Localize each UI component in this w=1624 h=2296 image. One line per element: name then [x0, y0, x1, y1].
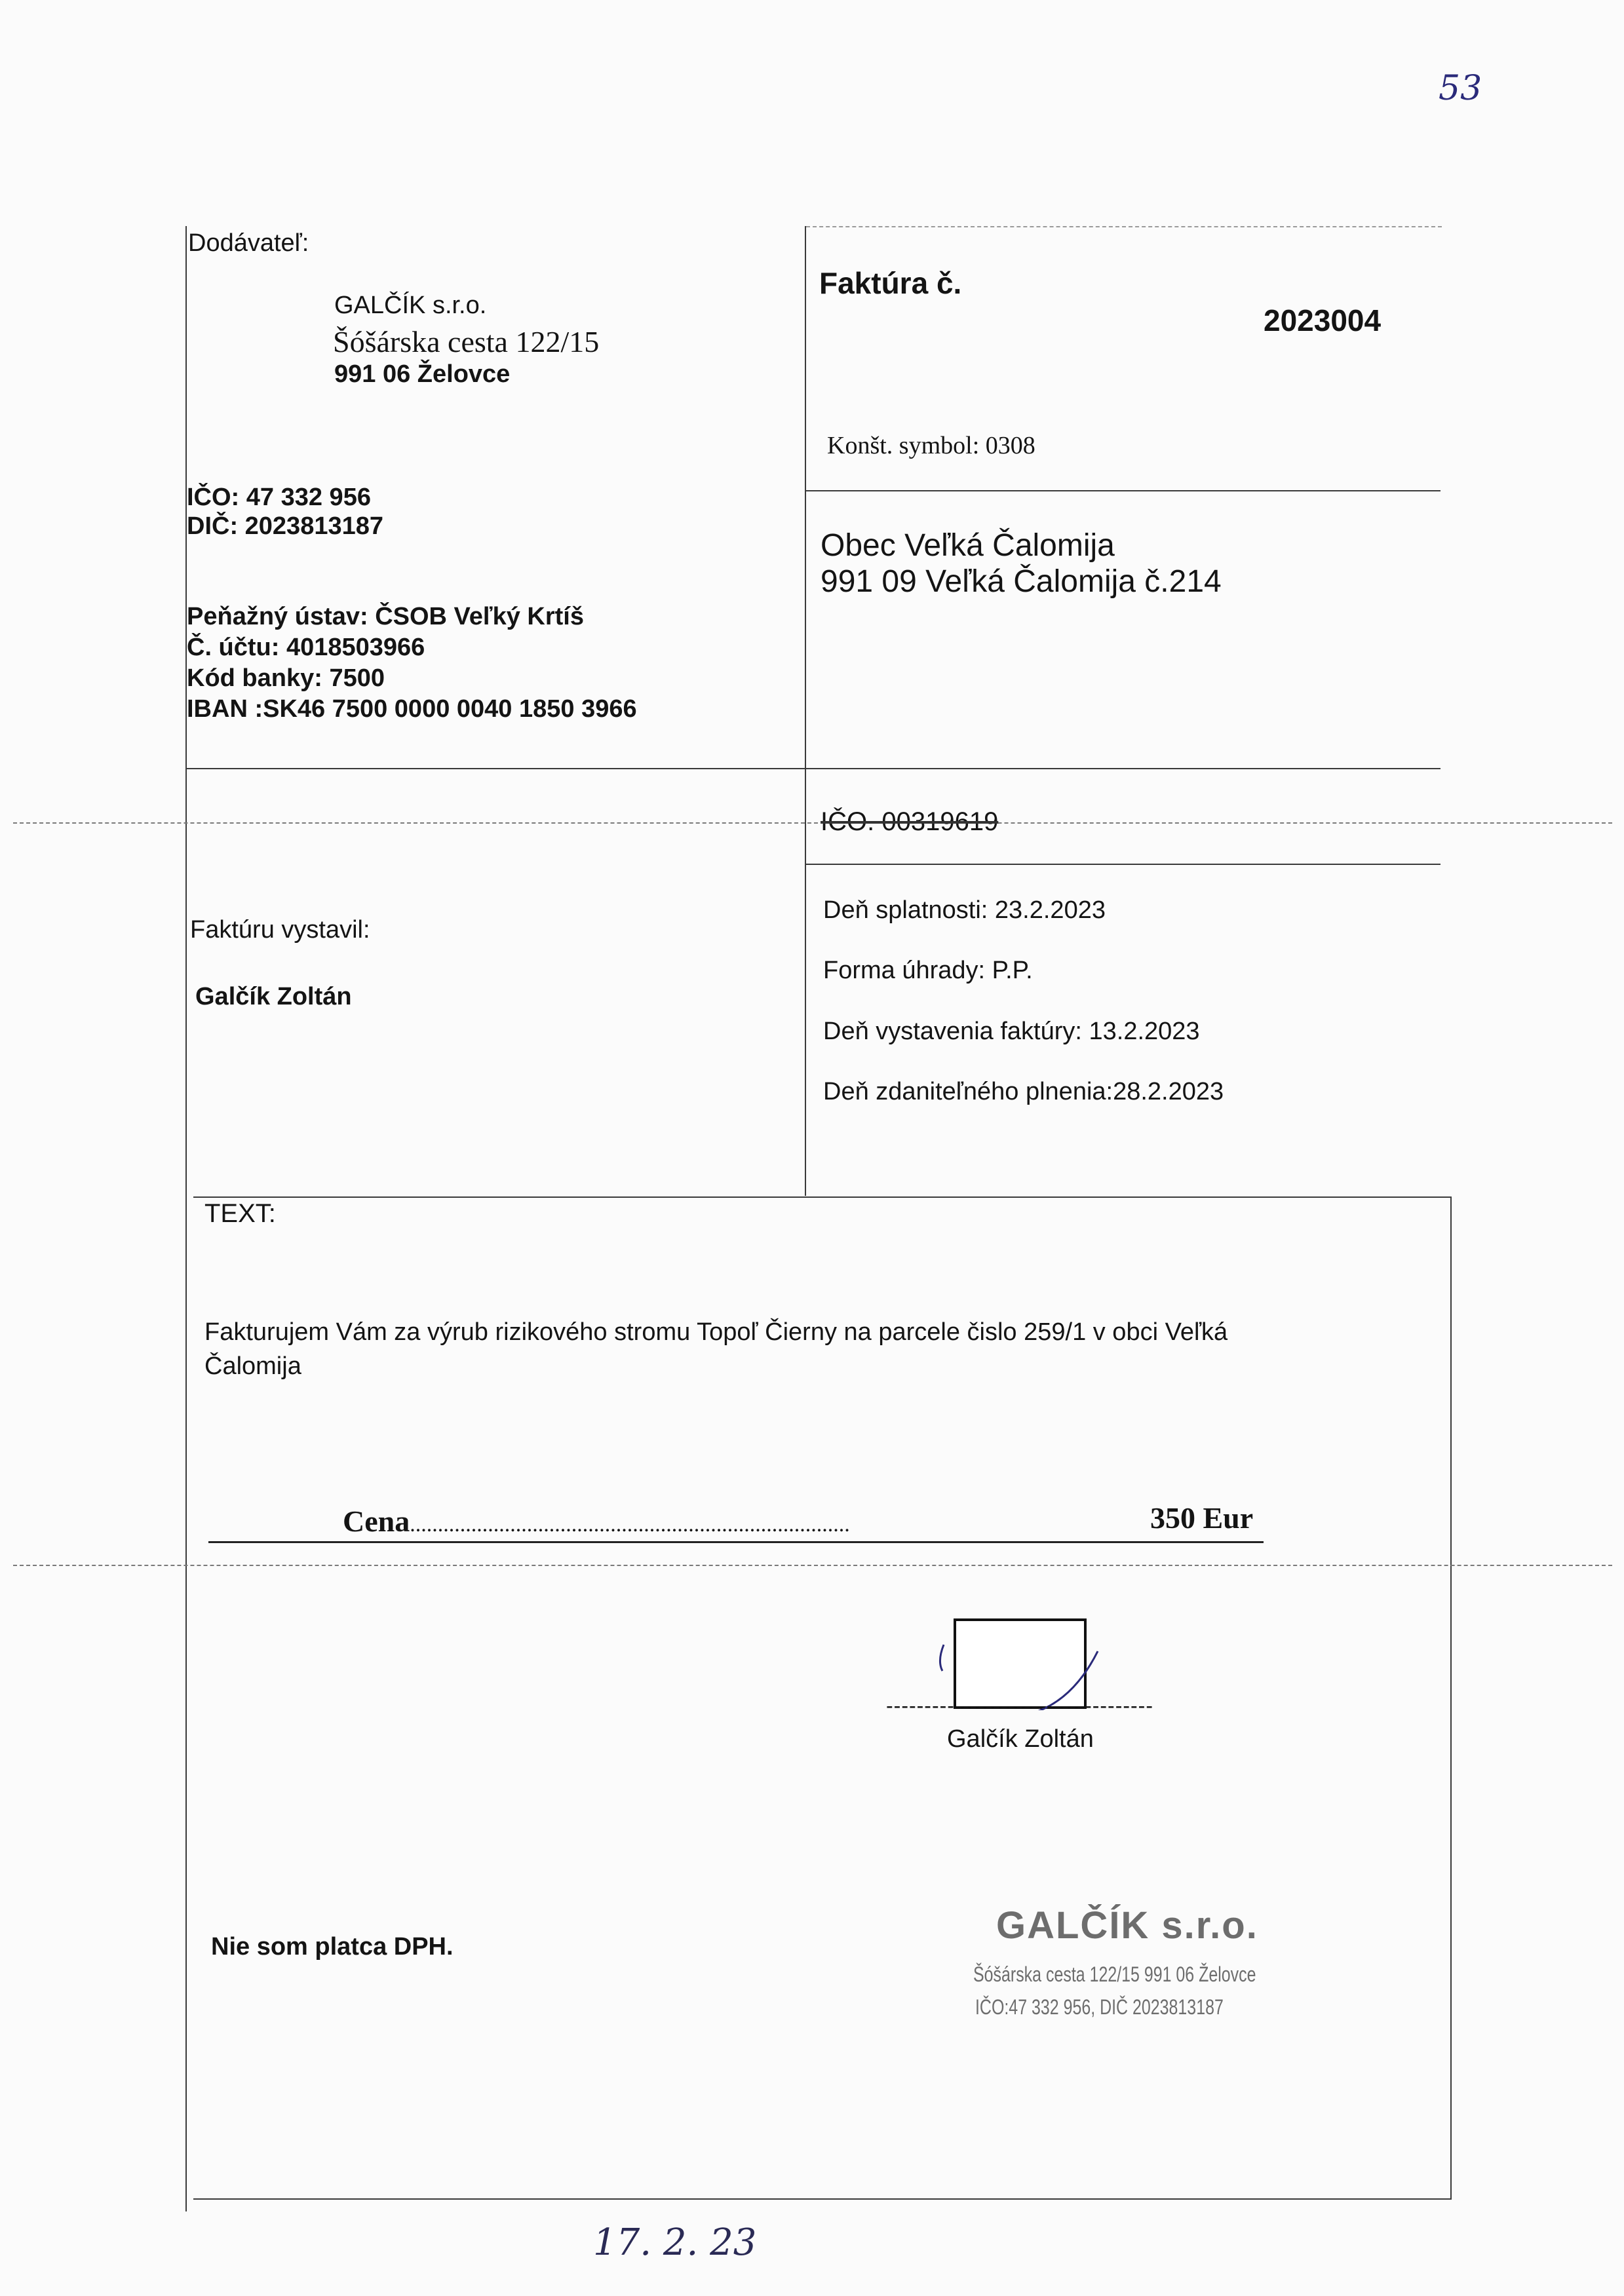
text-box-right: [1450, 1196, 1452, 2199]
const-symbol-rule: [805, 490, 1440, 491]
account-number: Č. účtu: 4018503966: [187, 634, 425, 661]
taxable-date: Deň zdaniteľného plnenia:28.2.2023: [823, 1078, 1224, 1105]
payment-form: Forma úhrady: P.P.: [823, 957, 1033, 984]
const-symbol: Konšt. symbol: 0308: [827, 432, 1035, 459]
stamp-name: GALČÍK s.r.o.: [996, 1904, 1258, 1947]
invoice-number: 2023004: [1264, 303, 1382, 337]
supplier-city: 991 06 Želovce: [334, 360, 511, 388]
fold-line-lower: [13, 1565, 1612, 1566]
issue-date: Deň vystavenia faktúry: 13.2.2023: [823, 1018, 1200, 1045]
price-dots: ...............................................................................: [410, 1512, 850, 1537]
vat-note: Nie som platca DPH.: [211, 1933, 454, 1961]
bank-name: Peňažný ústav: ČSOB Veľký Krtíš: [187, 603, 584, 630]
bank-code: Kód banky: 7500: [187, 664, 385, 692]
fold-line-upper: [13, 822, 1612, 824]
issuer-label: Faktúru vystavil:: [190, 916, 370, 944]
iban: IBAN :SK46 7500 0000 0040 1850 3966: [187, 695, 637, 723]
supplier-label: Dodávateľ:: [188, 229, 309, 257]
signature-name: Galčík Zoltán: [947, 1725, 1094, 1753]
customer-address: 991 09 Veľká Čalomija č.214: [821, 564, 1222, 599]
customer-ico: IČO. 00319619: [821, 807, 999, 836]
signature-line: -----------------------------------: [886, 1694, 1153, 1717]
issuer-name: Galčík Zoltán: [195, 983, 352, 1010]
supplier-street: Šóšárska cesta 122/15: [333, 325, 600, 358]
header-bottom-rule: [185, 768, 1440, 769]
bottom-border: [193, 2198, 1452, 2200]
top-border: [806, 226, 1442, 227]
supplier-ico: IČO: 47 332 956: [187, 484, 371, 511]
company-stamp: [957, 1904, 1324, 2035]
handwritten-date: 17. 2. 23: [593, 2221, 757, 2264]
price-row: [208, 1504, 1264, 1543]
text-label: TEXT:: [204, 1199, 276, 1228]
price-label: Cena: [343, 1504, 410, 1538]
text-body-line2: Čalomija: [204, 1352, 301, 1380]
text-body-line1: Fakturujem Vám za výrub rizikového stromu Topoľ Čierny na parcele čislo 259/1 v obci Veľká: [204, 1318, 1228, 1346]
page-number: 53: [1439, 69, 1482, 108]
middle-divider: [805, 226, 806, 1196]
stamp-line2: IČO:47 332 956, DIČ 2023813187: [975, 1995, 1224, 2019]
supplier-dic: DIČ: 2023813187: [187, 512, 383, 540]
supplier-company: GALČÍK s.r.o.: [334, 292, 487, 319]
invoice-title: Faktúra č.: [819, 266, 962, 300]
customer-name: Obec Veľká Čalomija: [821, 528, 1115, 563]
text-box-top: [193, 1196, 1452, 1198]
price-value: 350 Eur: [1150, 1501, 1254, 1535]
stamp-line1: Šóšárska cesta 122/15 991 06 Želovce: [973, 1962, 1256, 1986]
due-date: Deň splatnosti: 23.2.2023: [823, 896, 1106, 924]
ico-rule: [805, 864, 1440, 865]
